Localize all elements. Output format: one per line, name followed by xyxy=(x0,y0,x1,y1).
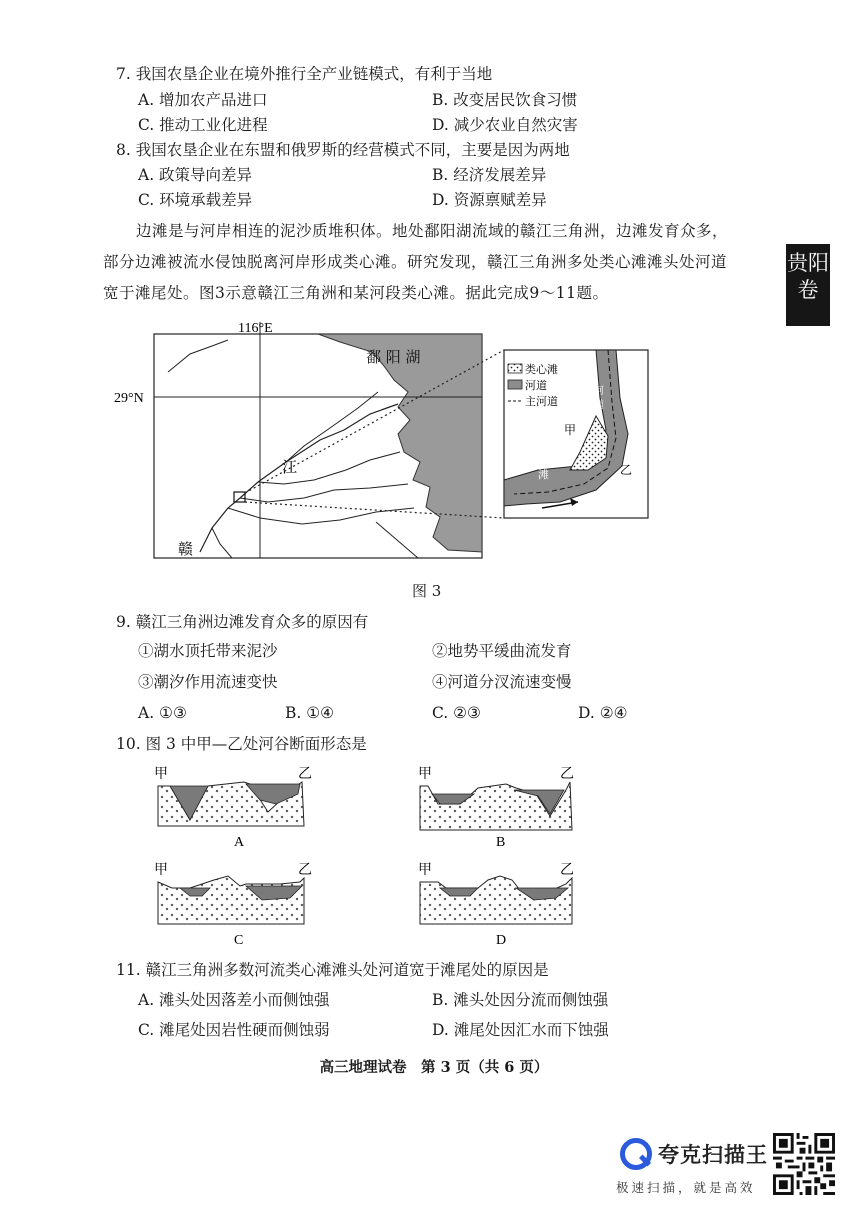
inset-label-dao: 道 xyxy=(594,400,604,411)
profile-c-jia: 甲 xyxy=(154,862,168,878)
q9-statement-1: ①湖水顶托带来泥沙 xyxy=(138,642,278,660)
q9-option-d: D. ②④ xyxy=(578,704,628,722)
legend-label-channel: 河道 xyxy=(525,379,547,392)
passage-line-3: 宽于滩尾处。图3示意赣江三角洲和某河段类心滩。据此完成9～11题。 xyxy=(103,284,609,302)
q8-option-d: D. 资源禀赋差异 xyxy=(432,191,547,209)
q11-stem: 11. 赣江三角洲多数河流类心滩滩头处河道宽于滩尾处的原因是 xyxy=(116,961,549,979)
passage-line-2: 部分边滩被流水侵蚀脱离河岸形成类心滩。研究发现，赣江三角洲多处类心滩滩头处河道 xyxy=(103,253,728,271)
q8-option-a: A. 政策导向差异 xyxy=(138,166,253,184)
river-label-jiang: 江 xyxy=(282,458,298,476)
longitude-label: 116°E xyxy=(238,321,273,336)
legend-label-main: 主河道 xyxy=(525,395,558,408)
quark-logo-icon xyxy=(620,1138,652,1170)
legend-swatch-bar xyxy=(508,364,522,373)
q7-option-d: D. 减少农业自然灾害 xyxy=(432,116,578,134)
q8-option-c: C. 环境承载差异 xyxy=(138,191,253,209)
region-tab xyxy=(786,244,830,326)
profile-b-yi: 乙 xyxy=(560,766,574,782)
q11-option-b: B. 滩头处因分流而侧蚀强 xyxy=(432,991,609,1009)
q10-profiles xyxy=(150,764,590,950)
profile-a-label: A xyxy=(234,835,245,850)
region-tab-char-2: 阳 xyxy=(808,251,829,275)
profile-d-label: D xyxy=(496,933,507,948)
q11-option-d: D. 滩尾处因汇水而下蚀强 xyxy=(432,1021,609,1039)
scanner-brand xyxy=(616,1135,776,1205)
page-footer: 高三地理试卷 第 3 页（共 6 页） xyxy=(319,1059,549,1076)
region-tab-char-1: 贵 xyxy=(787,251,808,275)
q8-stem: 8. 我国农垦企业在东盟和俄罗斯的经营模式不同，主要是因为两地 xyxy=(116,141,570,159)
inset-label-yi: 乙 xyxy=(620,463,633,477)
q9-statement-4: ④河道分汊流速变慢 xyxy=(432,673,572,691)
profile-b-label: B xyxy=(496,835,506,850)
latitude-label: 29°N xyxy=(114,391,144,406)
q7-option-c: C. 推动工业化进程 xyxy=(138,116,268,134)
brand-name: 夸克扫描王 xyxy=(658,1143,768,1167)
figure-3-map xyxy=(108,312,776,568)
inset-label-jia: 甲 xyxy=(564,423,577,437)
legend-swatch-channel xyxy=(508,380,522,389)
inset-label-beach: 滩 xyxy=(538,468,549,481)
lake-label: 鄱 阳 湖 xyxy=(366,348,421,366)
profile-d-yi: 乙 xyxy=(560,862,574,878)
q11-option-a: A. 滩头处因落差小而侧蚀强 xyxy=(138,991,330,1009)
q8-option-b: B. 经济发展差异 xyxy=(432,166,547,184)
profile-c-label: C xyxy=(234,933,244,948)
inset-label-he: 河 xyxy=(594,386,604,397)
profile-d-jia: 甲 xyxy=(418,862,432,878)
q9-statement-3: ③潮汐作用流速变快 xyxy=(138,673,278,691)
q11-option-c: C. 滩尾处因岩性硬而侧蚀弱 xyxy=(138,1021,330,1039)
q9-statement-2: ②地势平缓曲流发育 xyxy=(432,642,572,660)
profile-a xyxy=(154,766,312,850)
q9-option-c: C. ②③ xyxy=(432,704,481,722)
q10-stem: 10. 图 3 中甲—乙处河谷断面形态是 xyxy=(116,735,367,753)
passage-line-1: 边滩是与河岸相连的泥沙质堆积体。地处鄱阳湖流域的赣江三角洲，边滩发育众多， xyxy=(136,222,729,240)
q7-option-a: A. 增加农产品进口 xyxy=(138,91,268,109)
profile-b xyxy=(418,766,574,850)
profile-c xyxy=(154,862,312,948)
region-tab-char-3: 卷 xyxy=(797,278,819,302)
q9-option-b: B. ①④ xyxy=(285,704,335,722)
profile-a-yi: 乙 xyxy=(298,766,312,782)
qr-code-icon xyxy=(773,1133,835,1195)
legend-label-bar: 类心滩 xyxy=(525,363,558,376)
profile-d xyxy=(418,862,574,948)
river-label-gan: 赣 xyxy=(178,540,194,558)
q7-stem: 7. 我国农垦企业在境外推行全产业链模式，有利于当地 xyxy=(116,65,493,83)
figure-3-caption: 图 3 xyxy=(412,582,442,600)
brand-slogan: 极速扫描，就是高效 xyxy=(616,1180,756,1195)
profile-b-jia: 甲 xyxy=(418,766,432,782)
q9-option-a: A. ①③ xyxy=(138,704,187,722)
profile-a-jia: 甲 xyxy=(154,766,168,782)
profile-c-yi: 乙 xyxy=(298,862,312,878)
q9-stem: 9. 赣江三角洲边滩发育众多的原因有 xyxy=(116,613,369,631)
q7-option-b: B. 改变居民饮食习惯 xyxy=(432,91,578,109)
